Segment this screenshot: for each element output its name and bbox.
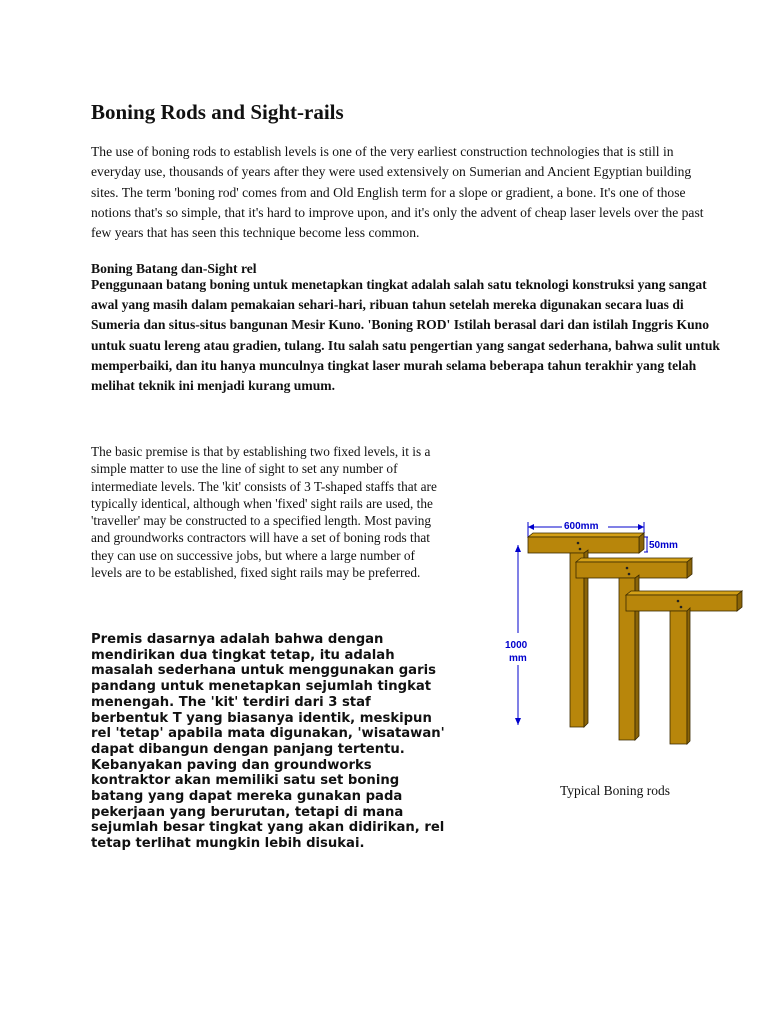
thickness-dimension-marker (644, 537, 648, 552)
premise-paragraph: The basic premise is that by establishing two fixed levels, it is a simple matter to use the line of sight to set any number of intermediate levels. The 'kit' consists of 3 T-shaped staffs that are typically identical, although when 'fixed' sight rails are used, the 'traveller' may be constructed to a specified length. Most paving and groundworks contractors will have a set of boning rods that they can use on successive jobs, but where a large number of levels are to be established, fixed sight rails may be preferred. (91, 444, 437, 581)
width-dimension-label: 600mm (564, 521, 599, 532)
boning-rods-illustration (498, 515, 758, 745)
page-title: Boning Rods and Sight-rails (91, 100, 344, 124)
translated-intro-paragraph: Penggunaan batang boning untuk menetapkan tingkat adalah salah satu teknologi konstruksi yang sangat awal yang masih dalam pemakaian sehari-hari, ribuan tahun setelah mereka digunakan secara luas di Sumeria dan situs-situs bangunan Mesir Kuno. 'Boning ROD' Istilah berasal dari dan istilah Inggris Kuno untuk suatu lereng atau gradien, tulang. Itu salah satu pengertian yang sangat sederhana, bahwa sulit untuk memperbaiki, dan itu hanya munculnya tingkat laser murah selama beberapa tahun terakhir yang telah melihat teknik ini menjadi kurang umum. (91, 277, 720, 394)
figure-caption: Typical Boning rods (560, 783, 671, 798)
height-dimension-label-number: 1000 (505, 640, 528, 651)
thickness-dimension-label: 50mm (649, 540, 678, 551)
height-dimension-label-unit: mm (509, 653, 527, 664)
translated-premise-paragraph: Premis dasarnya adalah bahwa dengan mendirikan dua tingkat tetap, itu adalah masalah sederhana untuk menggunakan garis pandang untuk menetapkan sejumlah tingkat menengah. The 'kit' terdiri dari 3 staf berbentuk T yang biasanya identik, meskipun rel 'tetap' apabila mata digunakan, 'wisatawan' dapat dibangun dengan panjang tertentu. Kebanyakan paving dan groundworks kontraktor akan memiliki satu set boning batang yang dapat mereka gunakan pada pekerjaan yang berurutan, tetapi di mana sejumlah besar tingkat yang akan didirikan, rel tetap terlihat mungkin lebih disukai. (91, 632, 445, 852)
intro-paragraph: The use of boning rods to establish levels is one of the very earliest construction technologies that is still in everyday use, thousands of years after they were used extensively on Sumerian and Ancient Egyptian building sites. The term 'boning rod' comes from and Old English term for a slope or gradient, a bone. It's one of those notions that's so simple, that it's hard to improve upon, and it's only the advent of cheap laser levels over the past few years that has seen this technique become less common. (91, 144, 704, 241)
boning-rod-3 (626, 591, 742, 744)
boning-rods-diagram (498, 515, 758, 745)
height-dimension-arrow (515, 545, 521, 725)
translated-subheading: Boning Batang dan-Sight rel (91, 261, 257, 276)
